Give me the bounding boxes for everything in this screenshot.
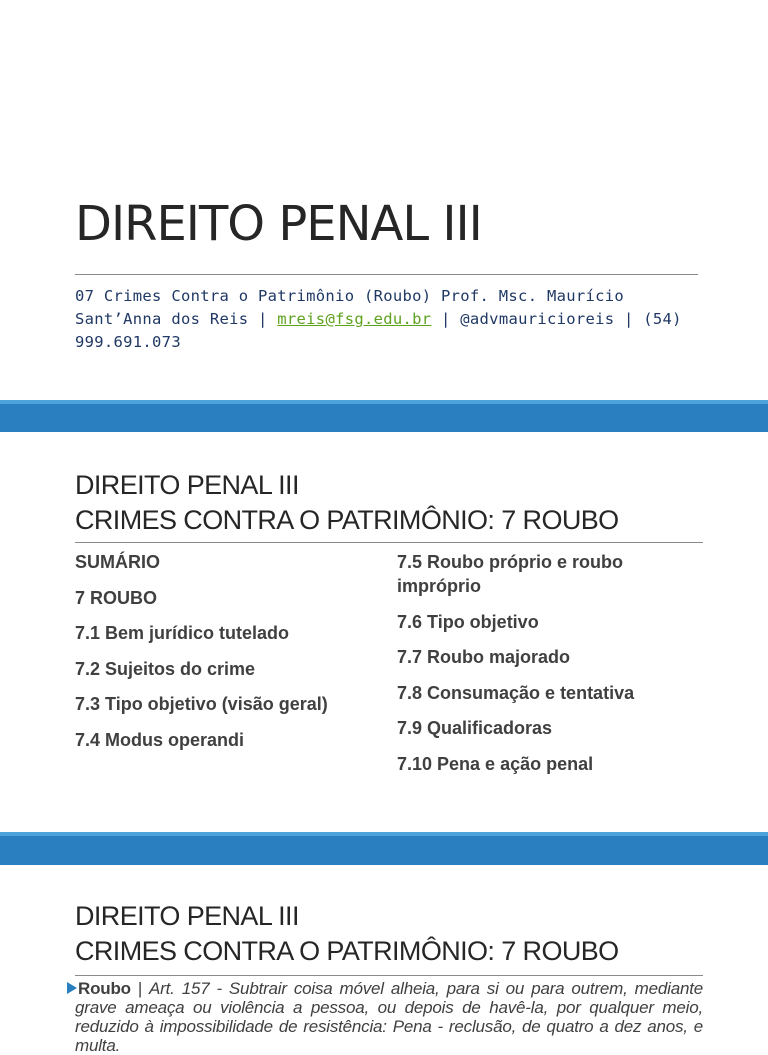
- summary-item: 7.9 Qualificadoras: [397, 718, 553, 738]
- summary-item: 7.1 Bem jurídico tutelado: [75, 623, 290, 643]
- subtitle-author: 07 Crimes Contra o Patrimônio (Roubo) Prof. Msc. Maurício Sant’Anna dos Reis |: [75, 287, 625, 328]
- subtitle: [75, 285, 705, 354]
- article-lead: Roubo: [78, 979, 131, 998]
- title-divider: [75, 975, 703, 976]
- summary-item: 7.4 Modus operandi: [75, 729, 245, 750]
- slide-title-line2: CRIMES CONTRA O PATRIMÔNIO: 7 ROUBO: [75, 505, 619, 535]
- summary-item: 7.10 Pena e ação penal: [397, 753, 594, 774]
- subtitle-contact: | @advmauricioreis | (54) 999.691.073: [75, 310, 682, 351]
- article-paragraph: [75, 979, 703, 1055]
- slide-title-line1: DIREITO PENAL III: [75, 901, 299, 931]
- slide-separator: [0, 832, 768, 865]
- slide-title-line2: CRIMES CONTRA O PATRIMÔNIO: 7 ROUBO: [75, 936, 619, 966]
- summary-item: 7.5 Roubo próprio e roubo impróprio: [397, 552, 623, 596]
- summary-heading: SUMÁRIO: [75, 552, 160, 572]
- summary-item: 7 ROUBO: [75, 587, 158, 608]
- main-title: DIREITO PENAL III: [75, 196, 482, 252]
- summary-item: 7.8 Consumação e tentativa: [397, 682, 635, 703]
- content-slide: [0, 865, 768, 1055]
- article-text: Art. 157 - Subtrair coisa móvel alheia, para si ou para outrem, mediante grave ameaça ou violência a pessoa, ou depois de havê-la, por qualquer meio, reduzido à impossibilidade de resistência: Pena - reclusão, de quatro a dez anos, e multa.: [75, 979, 703, 1055]
- title-slide: [0, 0, 768, 400]
- title-divider: [75, 542, 703, 543]
- summary-item: 7.7 Roubo majorado: [397, 647, 571, 667]
- summary-list-right: [397, 550, 697, 787]
- title-divider: [75, 274, 698, 275]
- summary-list-left: [75, 550, 385, 763]
- slide-title: [75, 899, 619, 969]
- arrow-bullet-icon: [67, 982, 77, 994]
- article-separator: |: [130, 979, 150, 998]
- summary-item: 7.6 Tipo objetivo: [397, 611, 539, 632]
- summary-slide: [0, 432, 768, 832]
- slide-title-line1: DIREITO PENAL III: [75, 470, 299, 500]
- summary-item: 7.2 Sujeitos do crime: [75, 658, 256, 679]
- email-link[interactable]: mreis@fsg.edu.br: [277, 310, 432, 328]
- summary-item: 7.3 Tipo objetivo (visão geral): [75, 694, 328, 714]
- slide-separator: [0, 400, 768, 432]
- slide-title: [75, 468, 619, 538]
